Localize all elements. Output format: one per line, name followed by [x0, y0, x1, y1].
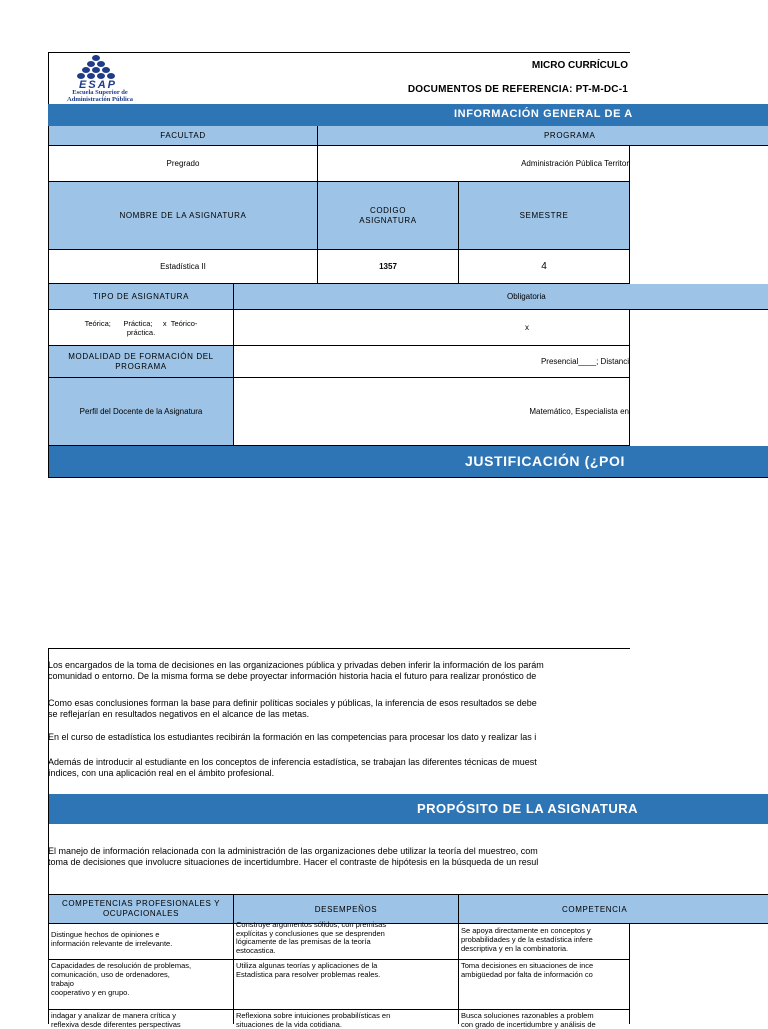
semestre-value: 4: [459, 250, 630, 284]
asignatura-value: Estadística II: [48, 250, 318, 284]
modalidad-value: Presencial____; Distanci: [540, 357, 629, 366]
competencias-row-2-profesional: Capacidades de resolución de problemas, comunicación, uso de ordenadores, trabajo cooperativo y en grupo.: [48, 960, 234, 1010]
programa-label: [318, 126, 768, 146]
justificacion-paragraph-2: Como esas conclusiones forman la base para definir políticas sociales y públicas, la inferencia de esos resultados se debe se reflejarían en resultados negativos en el alcance de las metas.: [48, 698, 537, 719]
section-proposito-title: PROPÓSITO DE LA ASIGNATURA: [417, 801, 639, 816]
modalidad-label-2: PROGRAMA: [115, 361, 167, 371]
logo-caption-2: Administración Pública: [67, 96, 133, 103]
tipo-value: Obligatoria: [507, 292, 546, 301]
codigo-label-2: ASIGNATURA: [359, 215, 417, 225]
modalidad-value-cell: [234, 346, 630, 378]
competencias-row-3-desempeno: Reflexiona sobre intuiciones probabilísticas en situaciones de la vida cotidiana.: [234, 1010, 459, 1024]
section-general-title: INFORMACIÓN GENERAL DE A: [454, 108, 633, 120]
codigo-label: [318, 182, 459, 250]
semestre-label: SEMESTRE: [459, 182, 630, 250]
tipo-mark: x: [525, 323, 529, 332]
competencias-row-1-desempeno: Construye argumentos sólidos, con premisas explícitas y conclusiones que se desprenden lógicamente de las premisas de la teoría estocastica.: [234, 924, 459, 960]
justificacion-paragraph-4: Además de introducir al estudiante en los conceptos de inferencia estadística, se trabajan las diferentes técnicas de muest índices, con una aplicación real en el ámbito profesional.: [48, 757, 537, 778]
programa-value: [318, 146, 630, 182]
proposito-paragraph: El manejo de información relacionada con la administración de las organizaciones debe utilizar la teoría del muestreo, com toma de decisiones que involucre situaciones de incertidumbre. Hacer el contraste de hipótesis en la búsqueda de un resul: [48, 846, 539, 867]
competencias-row-2-competencia: Toma decisiones en situaciones de ince ambigüedad por falta de información co: [459, 960, 630, 1010]
justificacion-paragraph-1: Los encargados de la toma de decisiones en las organizaciones pública y privadas deben inferir la información de los parám comunidad o entorno. De la misma forma se debe proyectar información historia hacia el futuro para realizar pronóstico de: [48, 660, 544, 681]
document-title: MICRO CURRÍCULO: [531, 60, 628, 71]
logo-text: ESAP: [79, 79, 117, 91]
competencias-row-1-competencia: Se apoya directamente en conceptos y probabilidades y de la estadística infere descriptiva y en la combinatoria.: [459, 924, 630, 960]
competencias-row-3-profesional: indagar y analizar de manera crítica y reflexiva desde diferentes perspectivas: [48, 1010, 234, 1024]
facultad-value: Pregrado: [48, 146, 318, 182]
section-justificacion-banner: [48, 446, 768, 478]
modalidad-label: [48, 346, 234, 378]
competencias-row-2-desempeno: Utiliza algunas teorías y aplicaciones de la Estadística para resolver problemas reales.: [234, 960, 459, 1010]
modalidad-label-1: MODALIDAD DE FORMACIÓN DEL: [68, 351, 214, 361]
section-proposito-banner: [48, 794, 768, 824]
perfil-value: Matemático, Especialista en: [529, 407, 629, 416]
codigo-value: 1357: [318, 250, 459, 284]
tipo-label: TIPO DE ASIGNATURA: [48, 284, 234, 310]
document-reference: DOCUMENTOS DE REFERENCIA: PT-M-DC-1: [407, 84, 628, 95]
competencias-row-3-competencia: Busca soluciones razonables a problem con grado de incertidumbre y análisis de: [459, 1010, 630, 1024]
section-justificacion-title: JUSTIFICACIÓN (¿POI: [465, 453, 625, 469]
perfil-label: Perfil del Docente de la Asignatura: [48, 378, 234, 446]
tipo-mark-cell: [234, 310, 630, 346]
programa-label-text: PROGRAMA: [544, 131, 596, 140]
asignatura-label: NOMBRE DE LA ASIGNATURA: [48, 182, 318, 250]
competencia-header: COMPETENCIA: [459, 894, 768, 924]
tipo-options-line-1: Teórica; Práctica; x Teórico-: [84, 318, 198, 328]
programa-value-text: Administración Pública Territor: [521, 159, 629, 168]
codigo-label-1: CODIGO: [369, 205, 407, 215]
desempenos-header: DESEMPEÑOS: [234, 894, 459, 924]
perfil-value-cell: [234, 378, 630, 446]
competencias-row-1-profesional: Distingue hechos de opiniones e información relevante de irrelevante.: [48, 924, 234, 960]
tipo-options: [48, 310, 234, 346]
section-general-banner: [48, 104, 768, 126]
justificacion-paragraph-3: En el curso de estadística los estudiantes recibirán la formación en las competencias para procesar los dato y realizar las i: [48, 732, 537, 742]
competencias-profesionales-header: COMPETENCIAS PROFESIONALES Y OCUPACIONALES: [48, 894, 234, 924]
tipo-value-cell: [234, 284, 768, 310]
esap-logo: [50, 54, 150, 104]
facultad-label: FACULTAD: [48, 126, 318, 146]
logo-caption-1: Escuela Superior de: [72, 89, 128, 96]
tipo-options-line-2: práctica.: [126, 327, 156, 337]
